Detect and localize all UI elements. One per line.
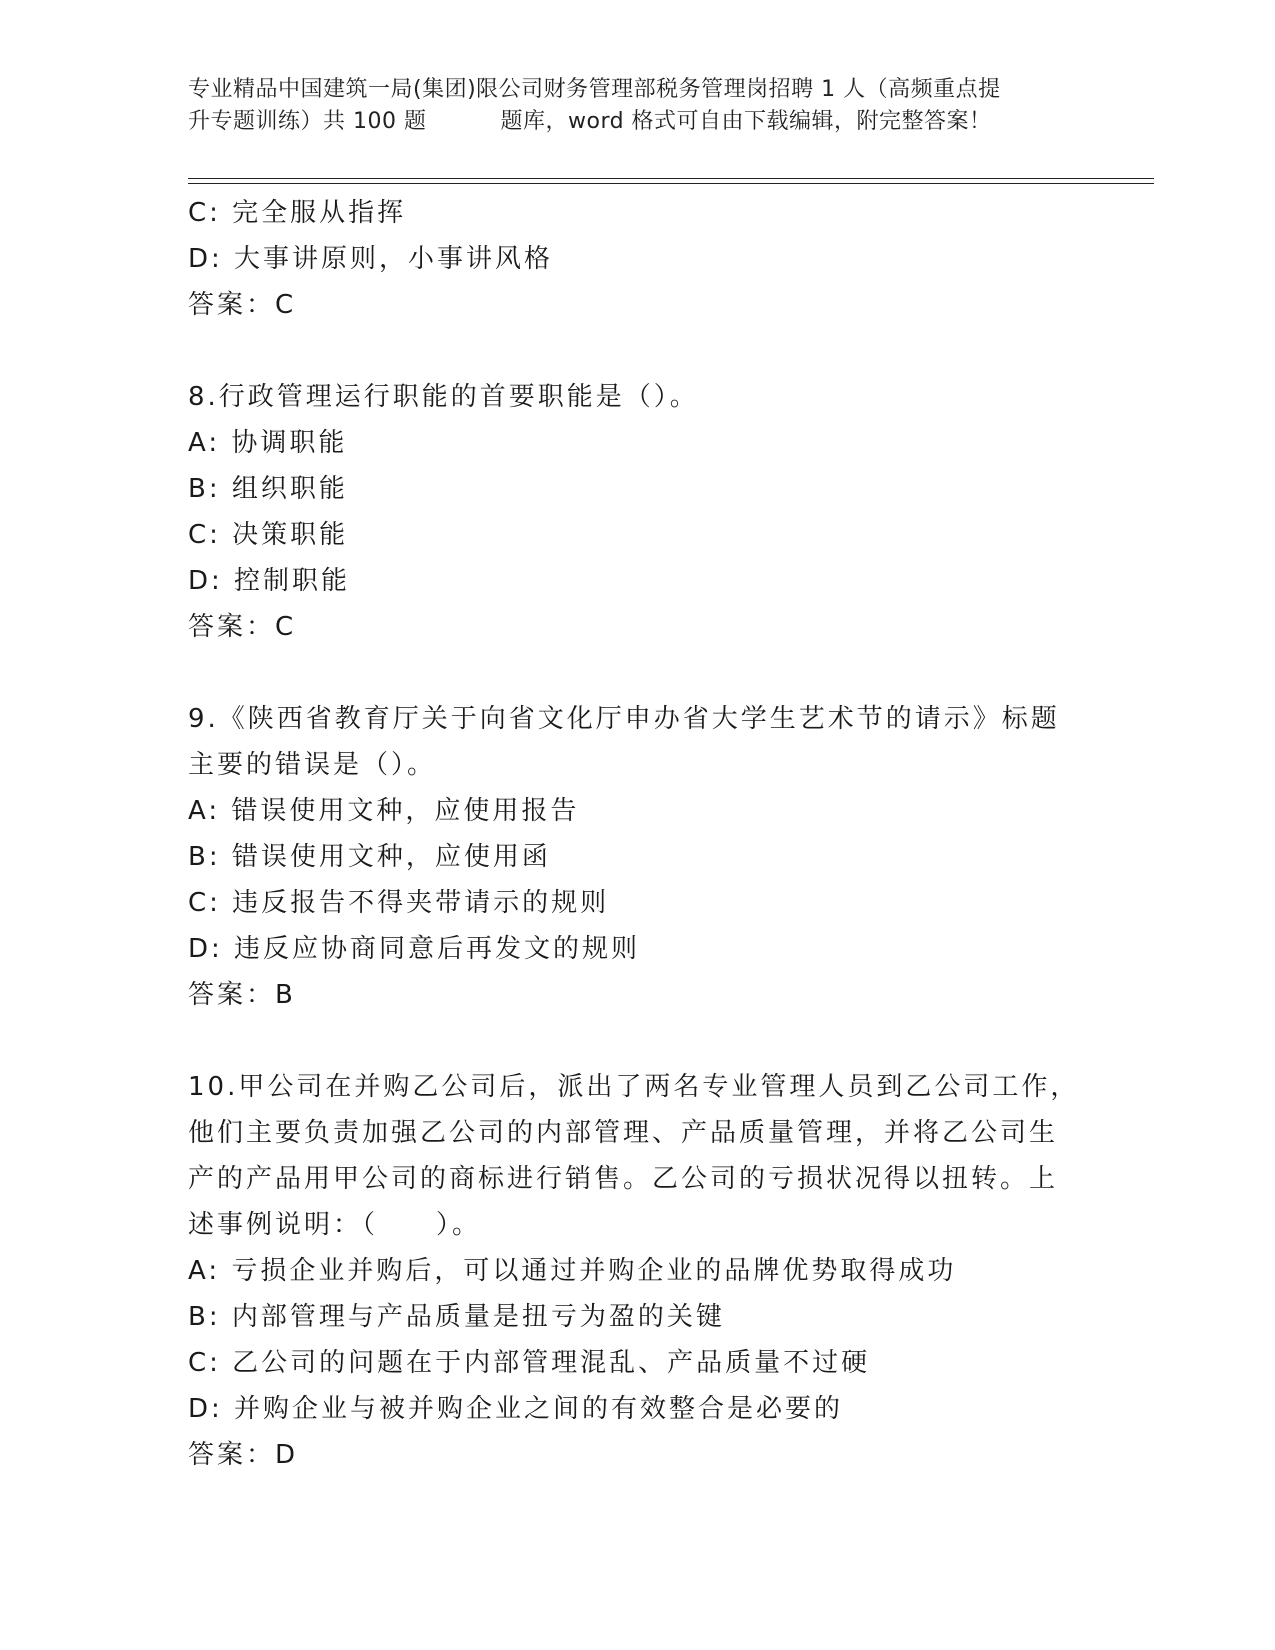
header-title-line-2 — [188, 106, 1088, 138]
question-text-line-1: 9.《陕西省教育厅关于向省文化厅申办省大学生艺术节的请示》标题 — [188, 704, 1060, 734]
question-text-line-1: 10.甲公司在并购乙公司后，派出了两名专业管理人员到乙公司工作， — [188, 1072, 1080, 1102]
answer: 答案：D — [188, 1440, 299, 1470]
option-c: C: 乙公司的问题在于内部管理混乱、产品质量不过硬 — [188, 1348, 871, 1378]
option-d: D: 并购企业与被并购企业之间的有效整合是必要的 — [188, 1394, 844, 1424]
header-divider-bottom — [188, 183, 1154, 184]
question-list — [188, 190, 1088, 1478]
answer: 答案：C — [188, 612, 297, 642]
option-b: B: 错误使用文种，应使用函 — [188, 842, 551, 872]
option-a: A: 协调职能 — [188, 428, 348, 458]
option-d: D: 违反应协商同意后再发文的规则 — [188, 934, 641, 964]
answer: 答案：B — [188, 980, 296, 1010]
question-9 — [188, 696, 1088, 1018]
header-divider-top — [188, 178, 1154, 179]
option-b: B: 内部管理与产品质量是扭亏为盈的关键 — [188, 1302, 725, 1332]
option-d: D: 大事讲原则，小事讲风格 — [188, 244, 554, 274]
question-text-line-3: 产的产品用甲公司的商标进行销售。乙公司的亏损状况得以扭转。上 — [188, 1164, 1059, 1194]
option-a: A: 亏损企业并购后，可以通过并购企业的品牌优势取得成功 — [188, 1256, 957, 1286]
question-text-line-2: 他们主要负责加强乙公司的内部管理、产品质量管理，并将乙公司生 — [188, 1118, 1059, 1148]
question-8 — [188, 374, 1088, 650]
header-title-line-1: 专业精品中国建筑一局(集团)限公司财务管理部税务管理岗招聘 1 人（高频重点提 — [188, 77, 1001, 102]
option-c: C: 违反报告不得夹带请示的规则 — [188, 888, 610, 918]
option-b: B: 组织职能 — [188, 474, 348, 504]
option-d: D: 控制职能 — [188, 566, 351, 596]
option-a: A: 错误使用文种，应使用报告 — [188, 796, 580, 826]
page-header — [188, 74, 1088, 138]
question-7 — [188, 190, 1088, 328]
header-title-line-2b: 题库，word 格式可自由下载编辑，附完整答案！ — [500, 109, 992, 134]
option-c: C: 决策职能 — [188, 520, 349, 550]
answer: 答案：C — [188, 290, 297, 320]
option-c: C: 完全服从指挥 — [188, 198, 407, 228]
question-text-line-4: 述事例说明：（ ）。 — [188, 1210, 482, 1240]
header-title-line-2a: 升专题训练）共 100 题 — [188, 109, 427, 134]
question-text: 8.行政管理运行职能的首要职能是（）。 — [188, 382, 699, 412]
question-text-line-2: 主要的错误是（）。 — [188, 750, 437, 780]
question-10 — [188, 1064, 1088, 1478]
